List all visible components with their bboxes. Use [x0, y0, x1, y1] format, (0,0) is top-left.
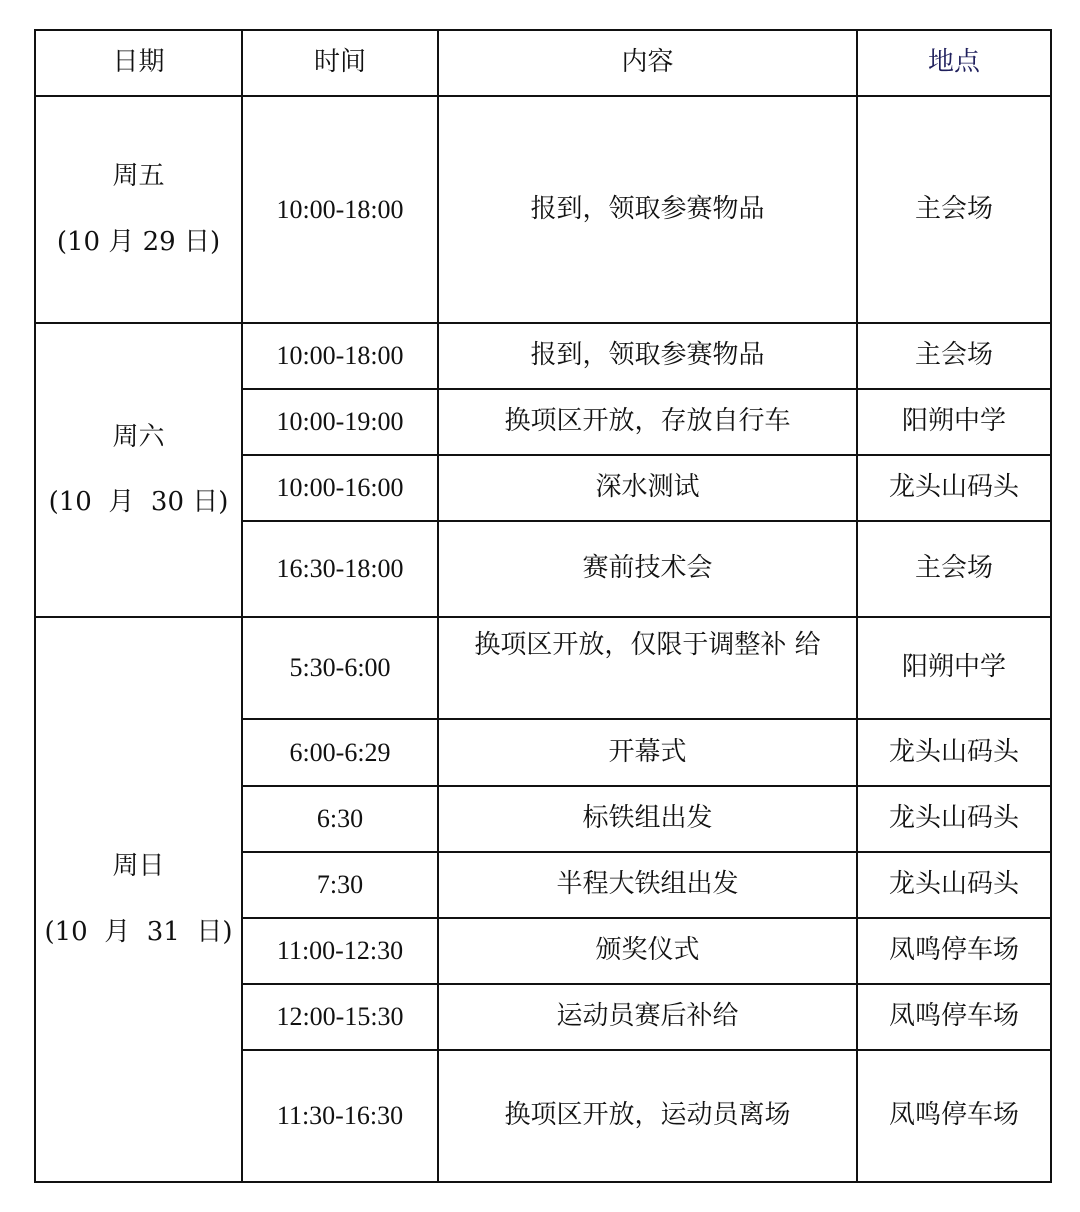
header-content: 内容 — [438, 30, 857, 96]
place-cell: 龙头山码头 — [857, 786, 1051, 852]
day-cell-sunday — [35, 617, 242, 1182]
content-cell: 换项区开放，仅限于调整补 给 — [438, 617, 857, 719]
place-cell: 龙头山码头 — [857, 455, 1051, 521]
header-date: 日期 — [35, 30, 242, 96]
table-row — [35, 617, 1051, 719]
content-cell: 深水测试 — [438, 455, 857, 521]
place-cell: 龙头山码头 — [857, 719, 1051, 786]
day-date: (10 月 31 日) — [44, 916, 233, 947]
header-row — [35, 30, 1051, 96]
place-cell: 龙头山码头 — [857, 852, 1051, 918]
time-cell: 11:00-12:30 — [242, 918, 438, 984]
time-cell: 12:00-15:30 — [242, 984, 438, 1050]
place-cell: 凤鸣停车场 — [857, 984, 1051, 1050]
day-name: 周六 — [112, 421, 165, 452]
content-cell: 运动员赛后补给 — [438, 984, 857, 1050]
header-time: 时间 — [242, 30, 438, 96]
content-cell: 颁奖仪式 — [438, 918, 857, 984]
day-name: 周日 — [112, 851, 165, 882]
content-cell: 开幕式 — [438, 719, 857, 786]
content-cell: 半程大铁组出发 — [438, 852, 857, 918]
day-cell-saturday — [35, 323, 242, 617]
place-cell: 主会场 — [857, 96, 1051, 323]
schedule-table — [34, 29, 1052, 1183]
content-cell: 换项区开放，运动员离场 — [438, 1050, 857, 1182]
day-date: (10 月 30 日) — [48, 487, 229, 517]
content-cell: 换项区开放，存放自行车 — [438, 389, 857, 455]
place-cell: 阳朔中学 — [857, 389, 1051, 455]
time-cell: 6:30 — [242, 786, 438, 852]
content-cell: 报到，领取参赛物品 — [438, 96, 857, 323]
time-cell: 16:30-18:00 — [242, 521, 438, 617]
table-row — [35, 323, 1051, 389]
place-cell: 主会场 — [857, 521, 1051, 617]
time-cell: 10:00-18:00 — [242, 323, 438, 389]
content-cell: 报到，领取参赛物品 — [438, 323, 857, 389]
content-cell: 赛前技术会 — [438, 521, 857, 617]
place-cell: 阳朔中学 — [857, 617, 1051, 719]
time-cell: 10:00-18:00 — [242, 96, 438, 323]
time-cell: 7:30 — [242, 852, 438, 918]
place-cell: 主会场 — [857, 323, 1051, 389]
day-name: 周五 — [112, 161, 165, 192]
place-cell: 凤鸣停车场 — [857, 918, 1051, 984]
header-place: 地点 — [857, 30, 1051, 96]
time-cell: 10:00-19:00 — [242, 389, 438, 455]
time-cell: 11:30-16:30 — [242, 1050, 438, 1182]
day-cell-friday — [35, 96, 242, 323]
day-date: (10 月 29 日) — [56, 226, 221, 257]
time-cell: 6:00-6:29 — [242, 719, 438, 786]
table-row — [35, 96, 1051, 323]
time-cell: 10:00-16:00 — [242, 455, 438, 521]
time-cell: 5:30-6:00 — [242, 617, 438, 719]
place-cell: 凤鸣停车场 — [857, 1050, 1051, 1182]
content-cell: 标铁组出发 — [438, 786, 857, 852]
